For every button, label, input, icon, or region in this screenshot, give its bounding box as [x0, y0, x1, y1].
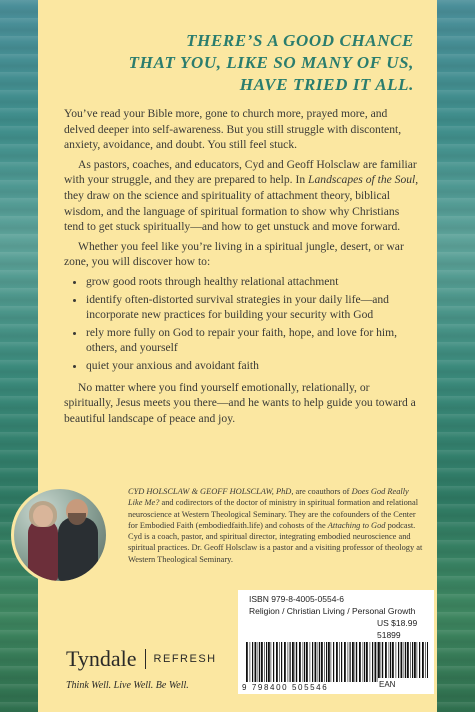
barcode-bar [336, 642, 338, 682]
barcode-bar [350, 642, 351, 682]
barcode-bar [258, 642, 259, 682]
barcode-bar [356, 642, 357, 682]
barcode-bar [404, 642, 405, 678]
barcode-bar [319, 642, 320, 682]
barcode-bar [328, 642, 330, 682]
barcode-bar [417, 642, 418, 678]
barcode-bar [279, 642, 280, 682]
bio-text-2: and codirectors of the doctor of ministry in spiritual formation and relational neuroscience at Western Theological Seminary. They are the cofounders of the Center for Embodied Faith (embodiedfaith.life) and cohosts of the [128, 498, 419, 530]
barcode-bar [414, 642, 416, 678]
barcode-bar [318, 642, 319, 682]
barcode-bar [276, 642, 278, 682]
price-label: US $18.99 [377, 618, 418, 628]
barcode-bar [268, 642, 270, 682]
book-title: Landscapes of the Soul [308, 173, 416, 187]
ean-label: EAN [379, 680, 396, 689]
barcode-bar [321, 642, 323, 682]
author-face-1 [33, 505, 53, 527]
bio-text-1: are coauthors of [293, 487, 352, 496]
headline [64, 30, 414, 96]
headline-line-3: HAVE TRIED IT ALL. [239, 75, 414, 94]
barcode-bar [266, 642, 267, 682]
barcode-bar [333, 642, 334, 682]
barcode-bar [324, 642, 325, 682]
author-figure-2 [58, 517, 98, 581]
barcode-bar [398, 642, 399, 678]
author-names: CYD HOLSCLAW & GEOFF HOLSCLAW, PhD, [128, 487, 294, 496]
barcode-bar [310, 642, 311, 682]
barcode-bar [296, 642, 297, 682]
barcode-bar [425, 642, 426, 678]
barcode-bar [281, 642, 282, 682]
barcode-bar [410, 642, 411, 678]
left-water-border [0, 0, 38, 712]
benefit-list [64, 274, 419, 374]
barcode-bar [364, 642, 365, 682]
barcode-bar [422, 642, 424, 678]
barcode-bar [264, 642, 265, 682]
list-item: • identify often-distorted survival strategies in your daily life—and incorporate new practices for building your security with God [86, 292, 419, 323]
paragraph-2 [64, 157, 419, 235]
bio-text-3: podcast. Cyd is a coach, pastor, and spiritual director, integrating embodied neuroscience and spiritual practices. Dr. Geoff Holsclaw is a pastor and a visiting professor of theology at Western Theological Seminary. [128, 520, 423, 564]
barcode-bar [378, 642, 380, 678]
publisher-name: Tyndale [66, 646, 137, 671]
paragraph-2-end: , they draw on the science and spirituality of attachment theory, biblical wisdom, and the language of spiritual formation to show why Christians tend to get stuck spiritually—and how to get unstuck and move forward. [64, 173, 419, 234]
barcode-bar [419, 642, 420, 678]
barcode-bar [306, 642, 308, 682]
barcode-bar [355, 642, 356, 682]
barcode-bar [339, 642, 340, 682]
barcode-bar [326, 642, 327, 682]
barcode-bar [299, 642, 301, 682]
previous-book-title: Does God Really Like Me? [128, 487, 409, 508]
podcast-title: Attaching to God [327, 520, 386, 530]
barcode-bar [315, 642, 317, 682]
barcode-digits: 9 798400 505546 [242, 683, 329, 692]
isbn-barcode [246, 642, 378, 682]
paragraph-1: You’ve read your Bible more, gone to church more, prayed more, and delved deeper into self-awareness. But you still struggle with discontent, anxiety, avoidance, and doubt. You still feel stuck. [64, 107, 402, 152]
author-photo [11, 486, 109, 584]
category-label: Religion / Christian Living / Personal Growth [249, 606, 416, 616]
barcode-bar [284, 642, 286, 682]
price-barcode [378, 642, 428, 678]
description [64, 106, 419, 430]
barcode-bar [303, 642, 304, 682]
barcode-bar [396, 642, 397, 678]
barcode-bar [255, 642, 257, 682]
barcode-bar [389, 642, 390, 678]
barcode-bar [407, 642, 409, 678]
barcode-bar [405, 642, 406, 678]
barcode-bar [246, 642, 248, 682]
barcode-bar [392, 642, 394, 678]
barcode-bar [312, 642, 313, 682]
price-code: 51899 [377, 630, 401, 640]
barcode-bar [271, 642, 272, 682]
barcode-bar [382, 642, 383, 678]
list-item: • rely more fully on God to repair your faith, hope, and love for him, others, and yourself [86, 325, 419, 356]
barcode-bar [427, 642, 428, 678]
author-figure-1 [28, 519, 58, 581]
paragraph-3: Whether you feel like you’re living in a spiritual jungle, desert, or war zone, you will discover how to: [64, 239, 404, 269]
barcode-bar [259, 642, 260, 682]
right-water-border [437, 0, 475, 712]
barcode-bar [290, 642, 291, 682]
barcode-bar [375, 642, 377, 682]
barcode-bar [292, 642, 294, 682]
barcode-bar [352, 642, 354, 682]
barcode-bar [295, 642, 296, 682]
barcode-bar [366, 642, 368, 682]
list-item: • quiet your anxious and avoidant faith [86, 358, 419, 374]
publisher-logo [66, 646, 217, 672]
barcode-bar [252, 642, 253, 682]
imprint-name: REFRESH [153, 653, 217, 665]
barcode-bar [273, 642, 274, 682]
barcode-bar [359, 642, 361, 682]
author-bio [128, 486, 424, 565]
paragraph-2-start: As pastors, coaches, and educators, Cyd and Geoff Holsclaw are familiar with your struggle, and they are prepared to help. In [64, 157, 417, 187]
barcode-bar [304, 642, 305, 682]
barcode-bar [401, 642, 403, 678]
barcode-bar [341, 642, 342, 682]
barcode-bar [261, 642, 263, 682]
barcode-bar [412, 642, 413, 678]
logo-divider [145, 649, 146, 669]
barcode-bar [381, 642, 382, 678]
barcode-bar [385, 642, 387, 678]
headline-line-1: THERE’S A GOOD CHANCE [186, 31, 414, 50]
barcode-box [238, 590, 434, 694]
barcode-bar [331, 642, 332, 682]
barcode-bar [288, 642, 289, 682]
isbn-label: ISBN 979-8-4005-0554-6 [249, 594, 344, 604]
paragraph-4: No matter where you find yourself emotionally, relationally, or spiritually, Jesus meets you there—and he wants to help guide you toward a beautiful landscape of peace and joy. [64, 380, 416, 425]
barcode-bar [370, 642, 371, 682]
barcode-bar [344, 642, 346, 682]
barcode-bar [390, 642, 391, 678]
barcode-bar [372, 642, 373, 682]
barcode-bar [348, 642, 349, 682]
barcode-bar [250, 642, 251, 682]
headline-line-2: THAT YOU, LIKE SO MANY OF US, [128, 53, 414, 72]
publisher-tagline: Think Well. Live Well. Be Well. [66, 680, 189, 691]
list-item: • grow good roots through healthy relational attachment [86, 274, 419, 290]
barcode-bar [363, 642, 364, 682]
